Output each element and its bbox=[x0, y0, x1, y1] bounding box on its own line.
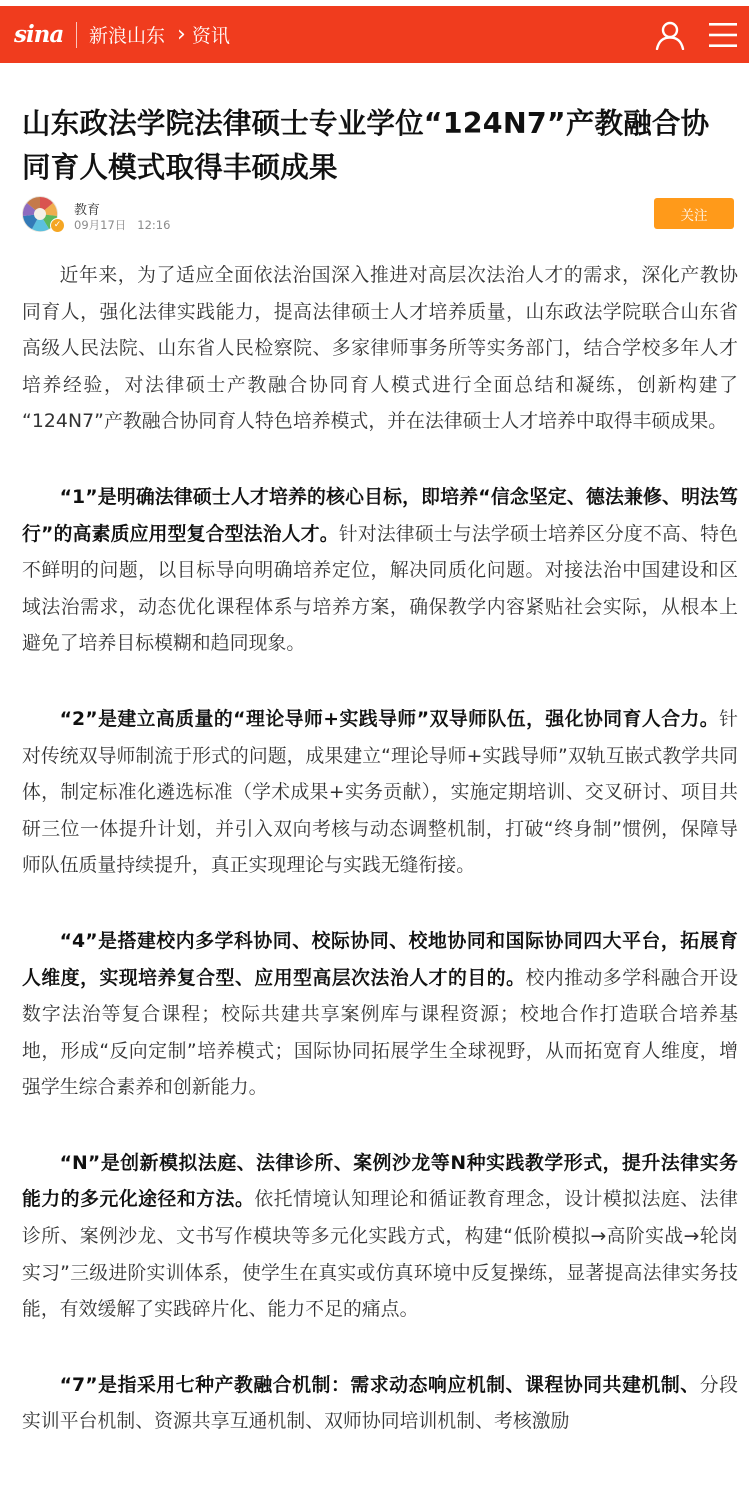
paragraph-lead: “2”是建立高质量的“理论导师+实践导师”双导师队伍，强化协同育人合力。 bbox=[59, 708, 720, 730]
paragraph-4 bbox=[22, 924, 738, 1107]
author-name[interactable]: 教育 bbox=[74, 203, 101, 218]
paragraph-2 bbox=[22, 702, 738, 885]
paragraph-intro bbox=[22, 258, 738, 441]
paragraph-1 bbox=[22, 480, 738, 663]
follow-button[interactable]: 关注 bbox=[654, 198, 734, 229]
chevron-right-icon: › bbox=[177, 21, 186, 47]
paragraph-7 bbox=[22, 1368, 738, 1441]
publish-clock: 12:16 bbox=[137, 218, 171, 232]
sina-logo[interactable] bbox=[14, 19, 66, 51]
paragraph-lead: “1”是明确法律硕士人才培养的核心目标，即培养“信念坚定、德法兼修、明法笃行”的高素质应用型复合型法治人才。 bbox=[22, 486, 738, 545]
author-avatar[interactable] bbox=[22, 196, 62, 236]
user-icon[interactable] bbox=[655, 20, 685, 50]
channel-link[interactable]: 新浪山东 bbox=[89, 26, 166, 47]
logo-text: sina bbox=[14, 21, 64, 48]
paragraph-n bbox=[22, 1146, 738, 1329]
paragraph-lead: “7”是指采用七种产教融合机制：需求动态响应机制、课程协同共建机制、 bbox=[59, 1374, 700, 1396]
nav-divider bbox=[76, 22, 77, 48]
publish-date: 09月17日 bbox=[74, 218, 127, 232]
paragraph-text: 针对传统双导师制流于形式的问题，成果建立“理论导师+实践导师”双轨互嵌式教学共同体，制定标准化遴选标准（学术成果+实务贡献），实施定期培训、交叉研讨、项目共研三位一体提升计划，并引入双向考核与动态调整机制，打破“终身制”惯例，保障导师队伍质量持续提升，真正实现理论与实践无缝衔接。 bbox=[22, 708, 738, 877]
article-title: 山东政法学院法律硕士专业学位“124N7”产教融合协同育人模式取得丰硕成果 bbox=[22, 107, 710, 184]
menu-icon[interactable] bbox=[709, 22, 737, 48]
top-nav-bar bbox=[0, 6, 749, 63]
paragraph-text: 针对法律硕士与法学硕士培养区分度不高、特色不鲜明的问题，以目标导向明确培养定位，解决同质化问题。对接法治中国建设和区域法治需求，动态优化课程体系与培养方案，确保教学内容紧贴社会实际，从根本上避免了培养目标模糊和趋同现象。 bbox=[22, 523, 738, 655]
paragraph-text: 依托情境认知理论和循证教育理念，设计模拟法庭、法律诊所、案例沙龙、文书写作模块等多元化实践方式，构建“低阶模拟→高阶实战→轮岗实习”三级进阶实训体系，使学生在真实或仿真环境中反复操练，显著提高法律实务技能，有效缓解了实践碎片化、能力不足的痛点。 bbox=[22, 1189, 738, 1321]
paragraph-text: 分段实训平台机制、资源共享互通机制、双师协同培训机制、考核激励 bbox=[22, 1374, 739, 1433]
paragraph-text: 近年来，为了适应全面依法治国深入推进对高层次法治人才的需求，深化产教协同育人，强化法律实践能力，提高法律硕士人才培养质量，山东政法学院联合山东省高级人民法院、山东省人民检察院、多家律师事务所等实务部门，结合学校多年人才培养经验，对法律硕士产教融合协同育人模式进行全面总结和凝练，创新构建了 “124N7”产教融合协同育人特色培养模式，并在法律硕士人才培养中取得丰硕成果。 bbox=[22, 265, 738, 433]
paragraph-lead: “N”是创新模拟法庭、法律诊所、案例沙龙等N种实践教学形式，提升法律实务能力的多元化途径和方法。 bbox=[22, 1152, 738, 1211]
nav-actions bbox=[655, 20, 749, 50]
paragraph-text: 校内推动多学科融合开设数字法治等复合课程；校际共建共享案例库与课程资源；校地合作打造联合培养基地，形成“反向定制”培养模式；国际协同拓展学生全球视野，从而拓宽育人维度，增强学生综合素养和创新能力。 bbox=[22, 967, 738, 1099]
verified-badge-icon: ✓ bbox=[50, 218, 65, 233]
author-row bbox=[22, 196, 734, 236]
article-body bbox=[22, 258, 738, 1480]
publish-time bbox=[74, 217, 170, 233]
section-link[interactable]: 资讯 bbox=[191, 26, 230, 47]
paragraph-lead: “4”是搭建校内多学科协同、校际协同、校地协同和国际协同四大平台，拓展育人维度，实现培养复合型、应用型高层次法治人才的目的。 bbox=[22, 930, 738, 989]
